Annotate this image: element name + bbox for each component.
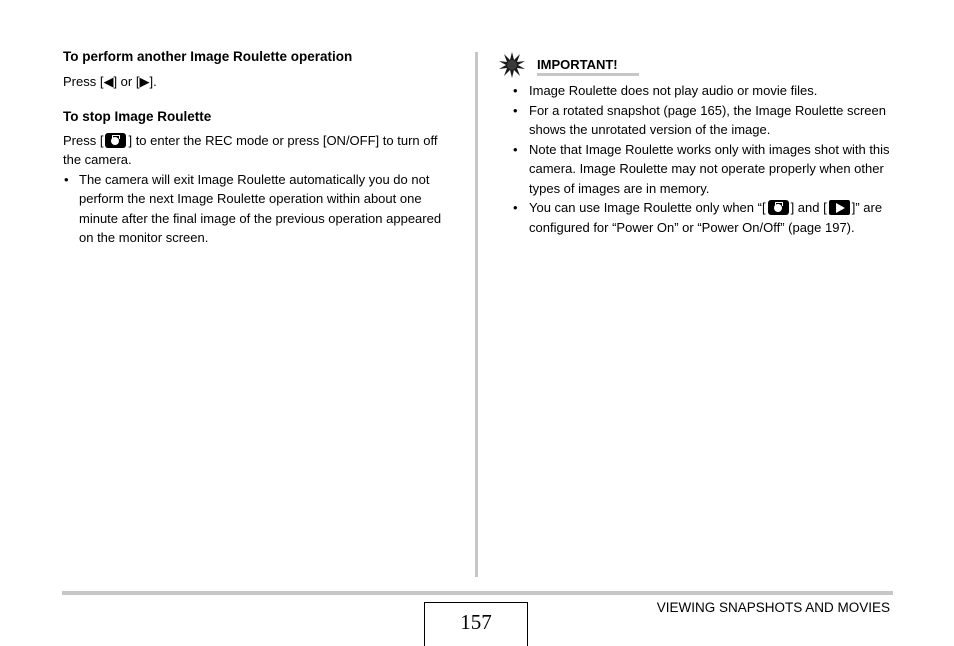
section-title: VIEWING SNAPSHOTS AND MOVIES [656,600,890,615]
camera-icon [768,200,789,215]
list-item-text-part3: ]” are configured for “Power On” or “Power On/Off” (page 197). [529,200,883,235]
list-item-text: Image Roulette does not play audio or movie files. [529,83,818,98]
list-item [499,81,894,101]
list-item-text-part2: ] and [ [790,200,827,215]
important-label: IMPORTANT! [537,57,618,72]
bullet-dot: • [513,83,518,98]
bullet-dot: • [513,141,518,157]
list-item-text: The camera will exit Image Roulette automatically you do not perform the next Image Roulette operation within about one minute after the final image of the previous operation appeared on the monitor screen. [79,171,442,245]
camera-icon [105,133,126,148]
heading-stop-roulette: To stop Image Roulette [63,108,212,124]
bullet-dot: • [64,171,69,187]
list-item-text-part1: You can use Image Roulette only when “[ [529,200,766,215]
bullet-dot: • [513,102,518,118]
list-item [499,101,894,140]
column-divider [475,52,478,577]
footer-rule [62,591,893,595]
important-header [499,55,894,79]
list-item [499,140,894,199]
important-underline [537,73,639,76]
heading-another-operation: To perform another Image Roulette operation [63,49,353,64]
page-number: 157 [424,602,528,646]
list-item [63,170,456,248]
right-column [499,55,894,237]
list-item [499,198,894,237]
play-icon [829,200,850,215]
left-bullet-list [63,170,456,248]
stop-instructions-suffix: ] to enter the REC mode or press [ON/OFF] to turn off the camera. [63,132,438,167]
bullet-dot: • [513,200,518,215]
important-bullet-list [499,81,894,237]
stop-instructions [63,131,456,170]
starburst-icon [499,52,525,78]
press-arrows-text: Press [◀] or [▶]. [63,74,157,89]
stop-instructions-prefix: Press [ [63,132,104,148]
list-item-text: Note that Image Roulette works only with images shot with this camera. Image Roulette may not operate properly when other types of images are in memory. [529,141,890,196]
left-column [63,47,456,248]
list-item-text: For a rotated snapshot (page 165), the Image Roulette screen shows the unrotated version of the image. [529,102,886,137]
